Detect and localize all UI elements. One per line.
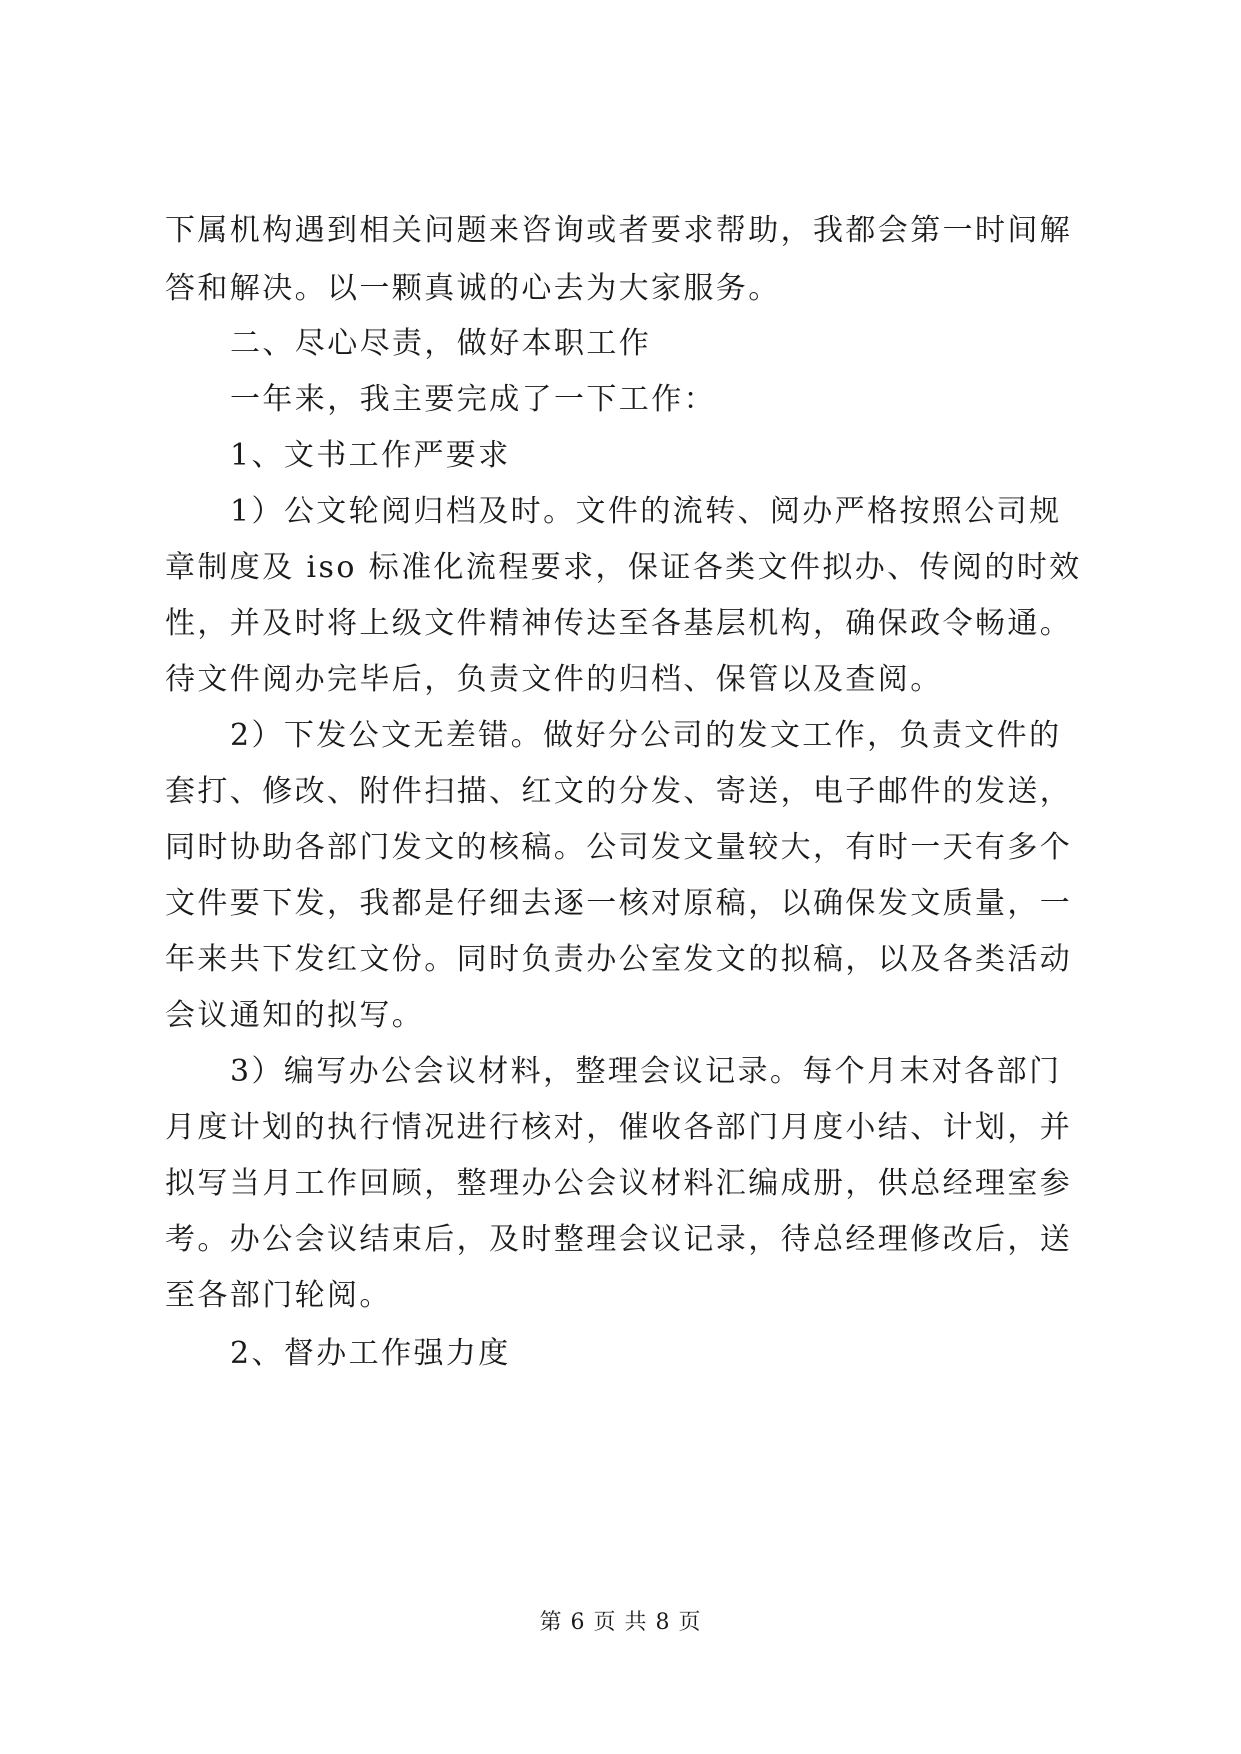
text-line: 性，并及时将上级文件精神传达至各基层机构，确保政令畅通。 <box>165 606 1073 641</box>
text-line: 同时协助各部门发文的核稿。公司发文量较大，有时一天有多个 <box>165 830 1073 865</box>
text-line: 2）下发公文无差错。做好分公司的发文工作，负责文件的 <box>230 718 1062 753</box>
subsection-heading: 2、督办工作强力度 <box>230 1336 511 1371</box>
text-line: 月度计划的执行情况进行核对，催收各部门月度小结、计划，并 <box>165 1110 1073 1145</box>
text-line: 拟写当月工作回顾，整理办公会议材料汇编成册，供总经理室参 <box>165 1166 1073 1201</box>
text-line: 待文件阅办完毕后，负责文件的归档、保管以及查阅。 <box>165 662 943 697</box>
text-line: 会议通知的拟写。 <box>165 998 425 1033</box>
text-line: 年来共下发红文份。同时负责办公室发文的拟稿，以及各类活动 <box>165 942 1073 977</box>
text-line: 下属机构遇到相关问题来咨询或者要求帮助，我都会第一时间解 <box>165 213 1073 248</box>
text-line: 考。办公会议结束后，及时整理会议记录，待总经理修改后，送 <box>165 1222 1073 1257</box>
section-heading: 二、尽心尽责，做好本职工作 <box>230 326 652 361</box>
text-line: 至各部门轮阅。 <box>165 1278 392 1313</box>
text-line: 套打、修改、附件扫描、红文的分发、寄送，电子邮件的发送， <box>165 774 1073 809</box>
text-line: 一年来，我主要完成了一下工作： <box>230 382 716 417</box>
subsection-heading: 1、文书工作严要求 <box>230 438 511 473</box>
text-line: 文件要下发，我都是仔细去逐一核对原稿，以确保发文质量，一 <box>165 886 1073 921</box>
text-line: 答和解决。以一颗真诚的心去为大家服务。 <box>165 271 781 306</box>
text-line: 章制度及 iso 标准化流程要求，保证各类文件拟办、传阅的时效 <box>165 550 1082 585</box>
page-number-footer: 第 6 页 共 8 页 <box>539 1610 702 1635</box>
text-line: 3）编写办公会议材料，整理会议记录。每个月末对各部门 <box>230 1054 1062 1089</box>
text-line: 1）公文轮阅归档及时。文件的流转、阅办严格按照公司规 <box>230 494 1062 529</box>
